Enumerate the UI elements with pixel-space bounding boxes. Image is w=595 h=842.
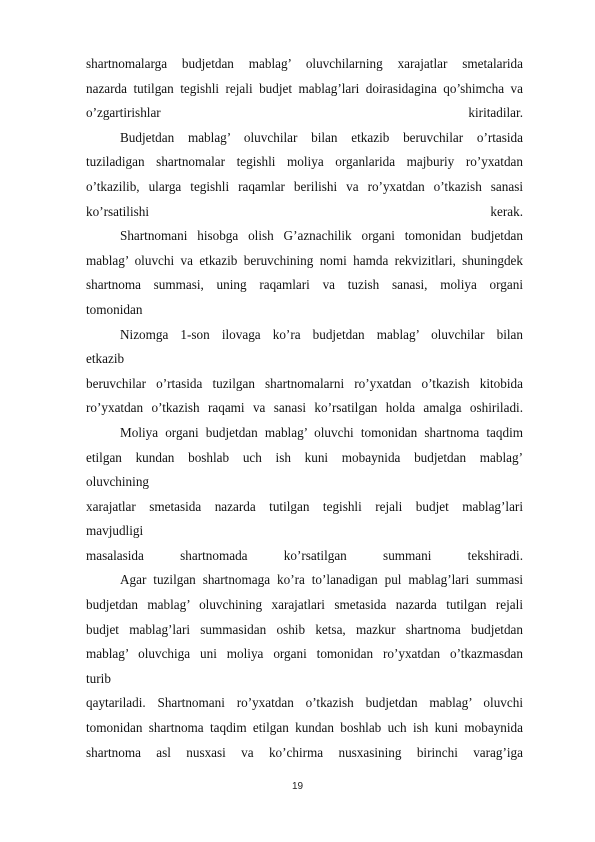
text-line: etkazib [86,351,125,367]
text-line: turib [86,670,111,686]
text-line: ko’rsatilishi kerak. [86,203,523,219]
text-line: oluvchining [86,474,150,490]
text-line: o’tkazilib, ularga tegishli raqamlar berilishi va ro’yxatdan o’tkazish sanasi [86,178,523,194]
text-line: tomonidan [86,301,143,317]
text-line: Budjetdan mablag’ oluvchilar bilan etkazib beruvchilar o’rtasida [120,129,523,145]
text-line: mablag’ oluvchiga uni moliya organi tomonidan ro’yxatdan o’tkazmasdan [86,646,523,662]
text-line: budjet mablag’lari summasidan oshib ketsa, mazkur shartnoma budjetdan [86,621,523,637]
text-line: Moliya organi budjetdan mablag’ oluvchi tomonidan shartnoma taqdim [120,424,523,440]
text-line: o’zgartirishlar kiritadilar. [86,105,523,121]
text-line: mablag’ oluvchi va etkazib beruvchining nomi hamda rekvizitlari, shuningdek [86,252,523,268]
text-line: ro’yxatdan o’tkazish raqami va sanasi ko’rsatilgan holda amalga oshiriladi. [86,400,523,416]
text-line: xarajatlar smetasida nazarda tutilgan tegishli rejali budjet mablag’lari [86,498,523,514]
text-line: Nizomga 1-son ilovaga ko’ra budjetdan mablag’ oluvchilar bilan [120,326,523,342]
text-line: etilgan kundan boshlab uch ish kuni mobaynida budjetdan mablag’ [86,449,523,465]
text-line: Agar tuzilgan shartnomaga ko’ra to’lanadigan pul mablag’lari summasi [120,572,523,588]
text-line: mavjudligi [86,523,144,539]
text-line: tomonidan shartnoma taqdim etilgan kundan boshlab uch ish kuni mobaynida [86,720,523,736]
text-line: nazarda tutilgan tegishli rejali budjet mablag’lari doirasidagina qo’shimcha va [86,80,523,96]
text-line: budjetdan mablag’ oluvchining xarajatlari smetasida nazarda tutilgan rejali [86,597,523,613]
page-number: 19 [291,781,304,792]
body-text [86,52,523,765]
text-line: tuziladigan shartnomalar tegishli moliya organlarida majburiy ro’yxatdan [86,154,523,170]
text-line: shartnoma asl nusxasi va ko’chirma nusxasining birinchi varag’iga [86,744,523,760]
text-line: qaytariladi. Shartnomani ro’yxatdan o’tkazish budjetdan mablag’ oluvchi [86,695,523,711]
text-line: shartnomalarga budjetdan mablag’ oluvchilarning xarajatlar smetalarida [86,56,523,71]
text-line: masalasida shartnomada ko’rsatilgan summani tekshiradi. [86,547,523,563]
text-line: beruvchilar o’rtasida tuzilgan shartnomalarni ro’yxatdan o’tkazish kitobida [86,375,523,391]
text-line: shartnoma summasi, uning raqamlari va tuzish sanasi, moliya organi [86,277,523,293]
text-line: Shartnomani hisobga olish G’aznachilik organi tomonidan budjetdan [120,228,523,244]
